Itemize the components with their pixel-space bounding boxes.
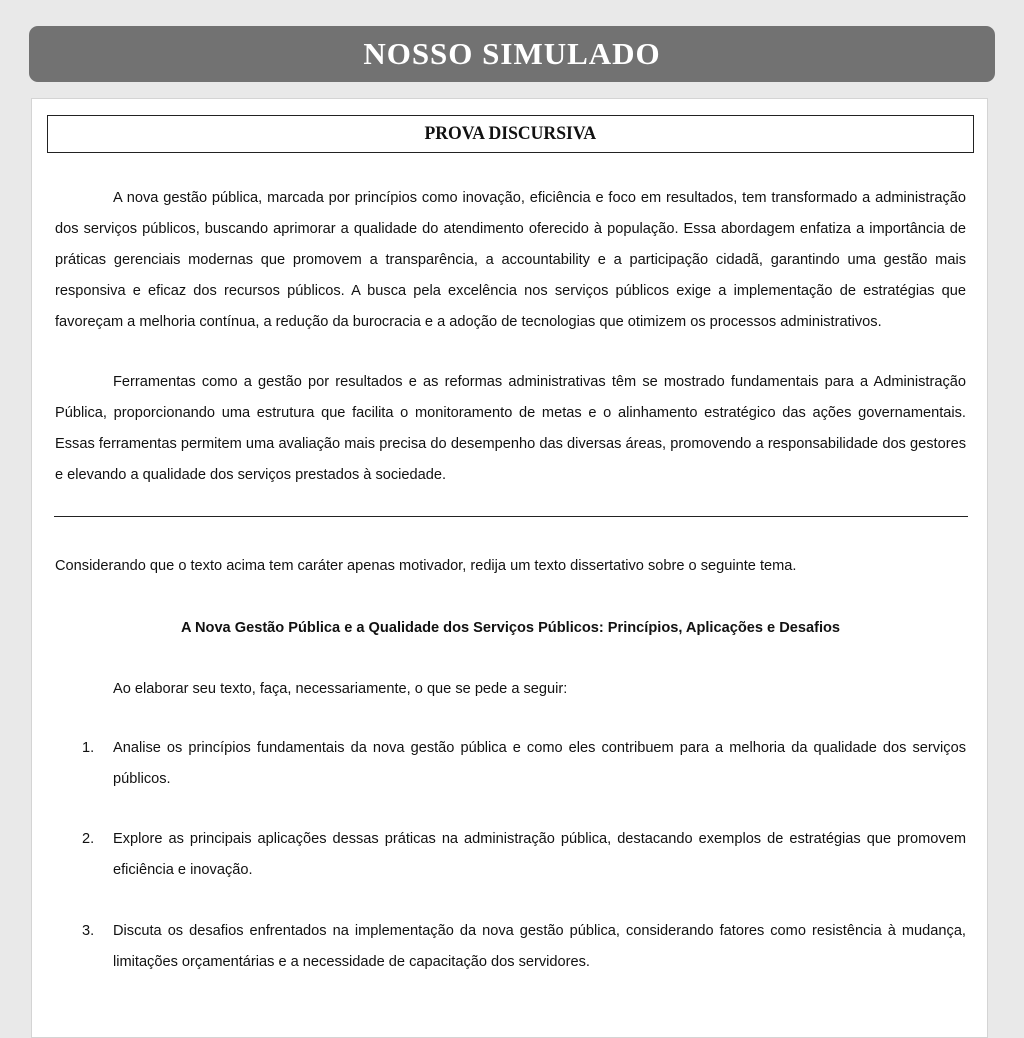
section-title: PROVA DISCURSIVA [424,123,597,144]
requirement-number: 1. [82,740,95,756]
requirement-item-3 [82,916,966,978]
requirement-item-2 [82,824,966,886]
requirement-text: Explore as principais aplicações dessas práticas na administração pública, destacando exemplos de estratégias que promovem eficiência e inovação. [113,831,966,878]
requirements-lead: Ao elaborar seu texto, faça, necessariamente, o que se pede a seguir: [113,681,568,697]
essay-theme: A Nova Gestão Pública e a Qualidade dos Serviços Públicos: Princípios, Aplicações e Desafios [180,620,841,636]
requirement-number: 3. [82,923,95,939]
requirement-item-1 [82,733,966,795]
instruction-text: Considerando que o texto acima tem caráter apenas motivador, redija um texto dissertativo sobre o seguinte tema. [55,558,797,574]
requirement-text: Discuta os desafios enfrentados na implementação da nova gestão pública, considerando fatores como resistência à mudança, limitações orçamentárias e a necessidade de capacitação dos servidores. [113,923,966,970]
requirement-text: Analise os princípios fundamentais da nova gestão pública e como eles contribuem para a melhoria da qualidade dos serviços públicos. [113,740,966,787]
exam-sheet [31,98,988,1038]
divider-line [54,516,968,517]
section-title-box [47,115,974,153]
motivating-paragraph-2: Ferramentas como a gestão por resultados e as reformas administrativas têm se mostrado fundamentais para a Administração Pública, proporcionando uma estrutura que facilita o monitoramento de metas e o alinhamento estratégico das ações governamentais. Essas ferramentas permitem uma avaliação mais precisa do desempenho das diversas áreas, promovendo a responsabilidade dos gestores e elevando a qualidade dos serviços prestados à sociedade. [55,374,966,483]
banner-title: NOSSO SIMULADO [363,36,661,71]
header-banner [29,26,995,82]
motivating-paragraph-1: A nova gestão pública, marcada por princípios como inovação, eficiência e foco em resultados, tem transformado a administração dos serviços públicos, buscando aprimorar a qualidade do atendimento oferecido à população. Essa abordagem enfatiza a importância de práticas gerenciais modernas que promovem a transparência, a accountability e a participação cidadã, garantindo uma gestão mais responsiva e eficaz dos recursos públicos. A busca pela excelência nos serviços públicos exige a implementação de estratégias que favoreçam a melhoria contínua, a redução da burocracia e a adoção de tecnologias que otimizem os processos administrativos. [55,190,966,330]
requirement-number: 2. [82,831,95,847]
